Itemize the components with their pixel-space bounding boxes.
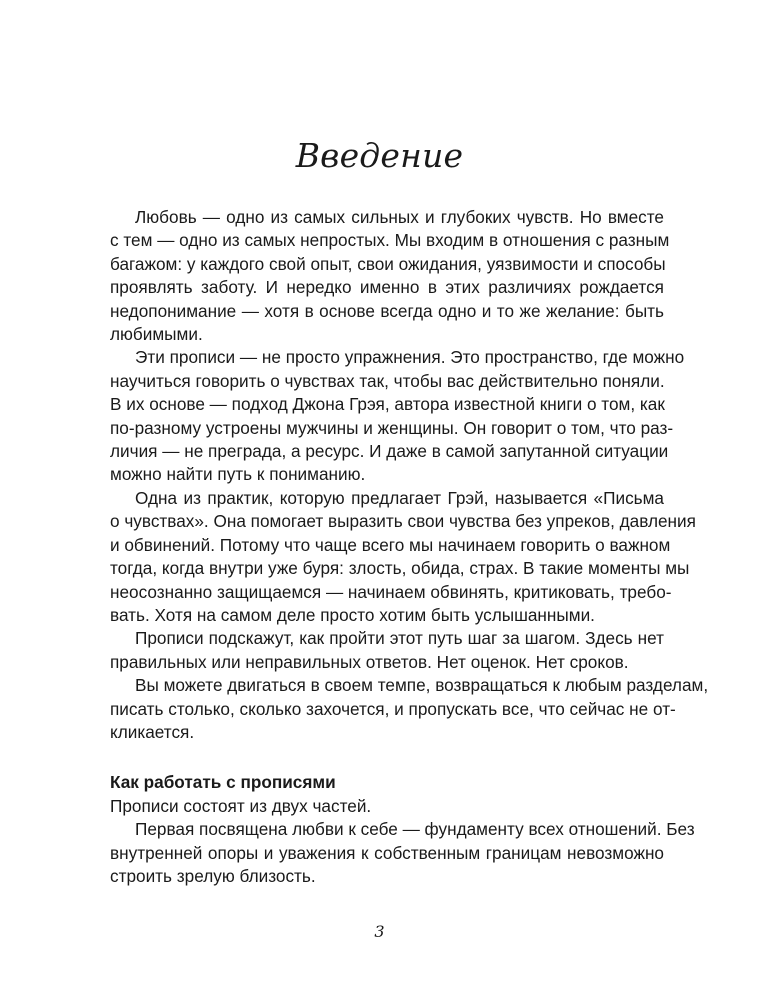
text-line: можно найти путь к пониманию. [110, 464, 366, 485]
text-line: Эти прописи — не просто упражнения. Это пространство, где можно [135, 347, 685, 368]
text-line: неосознанно защищаемся — начинаем обвинять, критиковать, требо- [110, 581, 672, 602]
section-paragraph-1 [110, 795, 664, 818]
text-line: Вы можете двигаться в своем темпе, возвращаться к любым разделам, [135, 675, 709, 696]
paragraph-1 [110, 206, 670, 346]
text-line: В их основе — подход Джона Грэя, автора известной книги о том, как [110, 394, 665, 415]
paragraph-4 [110, 627, 664, 674]
text-line: по-разному устроены мужчины и женщины. Он говорит о том, что раз- [110, 417, 674, 438]
paragraph-2 [110, 346, 685, 486]
body-text [110, 206, 709, 888]
text-line: Прописи состоят из двух частей. [110, 795, 372, 816]
text-line: правильных или неправильных ответов. Нет оценок. Нет сроков. [110, 651, 629, 672]
section-paragraph-2 [110, 818, 695, 888]
text-line: внутренней опоры и уважения к собственным границам невозможно [110, 842, 664, 863]
text-line: тогда, когда внутри уже буря: злость, обида, страх. В такие моменты мы [110, 558, 690, 579]
text-line: Прописи подскажут, как пройти этот путь шаг за шагом. Здесь нет [135, 628, 664, 649]
text-line: Первая посвящена любви к себе — фундаменту всех отношений. Без [135, 819, 695, 840]
text-line: багажом: у каждого свой опыт, свои ожидания, уязвимости и способы [110, 253, 666, 274]
text-line: с тем — одно из самых непростых. Мы входим в отношения с разным [110, 230, 670, 251]
text-line: вать. Хотя на самом деле просто хотим быть услышанными. [110, 604, 595, 625]
text-line: писать столько, сколько захочется, и пропускать все, что сейчас не от- [110, 698, 676, 719]
text-line: любимыми. [110, 324, 203, 345]
text-line: о чувствах». Она помогает выразить свои чувства без упреков, давления [110, 511, 696, 532]
text-line: Любовь — одно из самых сильных и глубоких чувств. Но вместе [135, 207, 664, 227]
text-line: кликается. [110, 721, 195, 742]
chapter-title: Введение [295, 136, 464, 175]
text-line: и обвинений. Потому что чаще всего мы начинаем говорить о важном [110, 534, 671, 555]
page-number: 3 [374, 922, 385, 941]
paragraph-5 [110, 674, 709, 744]
text-line: личия — не преграда, а ресурс. И даже в самой запутанной ситуации [110, 441, 669, 462]
text-line: недопонимание — хотя в основе всегда одно и то же желание: быть [110, 300, 664, 321]
text-line: Одна из практик, которую предлагает Грэй, называется «Письма [135, 487, 664, 508]
text-line: строить зрелую близость. [110, 865, 316, 886]
section-heading: Как работать с прописями [110, 772, 336, 793]
paragraph-3 [110, 487, 696, 627]
text-line: проявлять заботу. И нередко именно в этих различиях рождается [110, 277, 664, 298]
text-line: научиться говорить о чувствах так, чтобы вас действительно поняли. [110, 370, 665, 391]
